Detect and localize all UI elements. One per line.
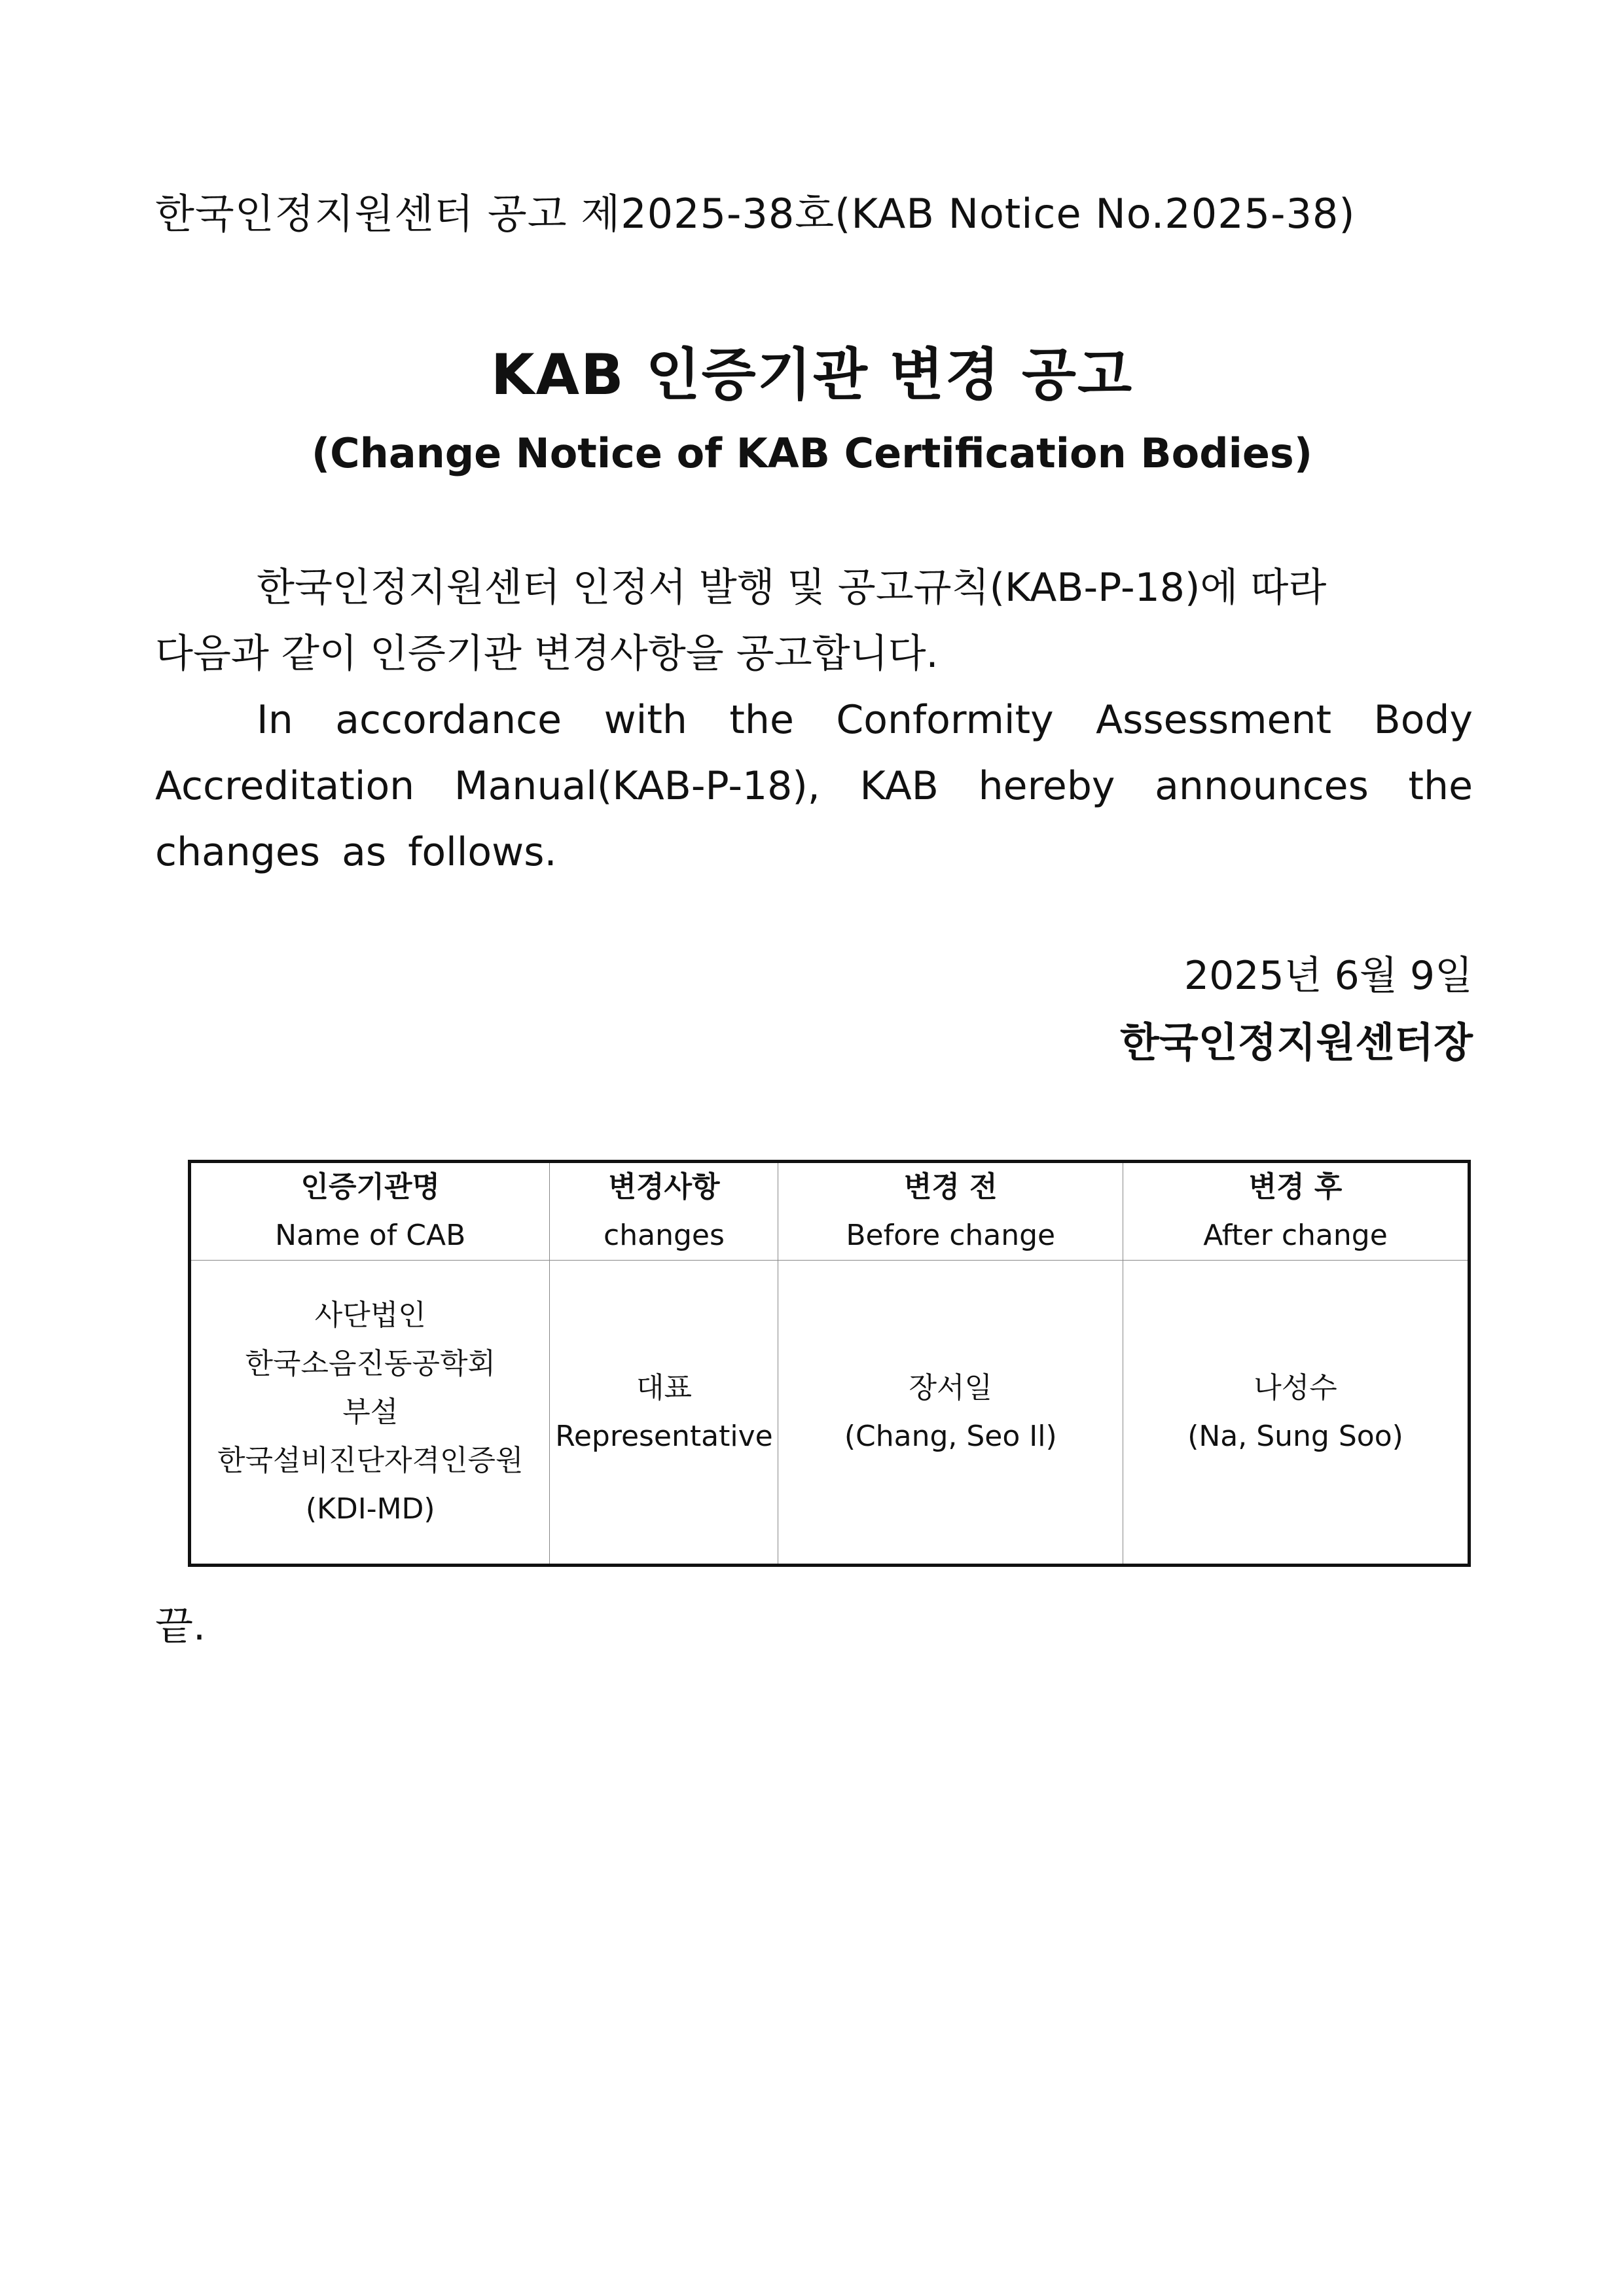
page-subtitle: (Change Notice of KAB Certification Bodies)	[311, 429, 1313, 477]
korean-line-1: 한국인정지원센터 인정서 발행 및 공고규칙(KAB-P-18)에 따라	[257, 565, 1327, 611]
header-changes: 변경사항 changes	[550, 1163, 778, 1261]
cell-before: 장서일 (Chang, Seo Il)	[778, 1261, 1123, 1564]
header-before-change: 변경 전 Before change	[778, 1163, 1123, 1261]
notice-date: 2025년 6월 9일	[1183, 953, 1473, 999]
table-header-row	[191, 1163, 1468, 1261]
cell-change: 대표 Representative	[550, 1261, 778, 1564]
cell-after: 나성수 (Na, Sung Soo)	[1123, 1261, 1468, 1564]
issuer-name: 한국인정지원센터장	[1119, 1018, 1473, 1066]
korean-paragraph	[155, 555, 1473, 687]
table-row	[191, 1261, 1468, 1564]
end-mark: 끝.	[155, 1604, 206, 1649]
notice-number: 한국인정지원센터 공고 제2025-38호(KAB Notice No.2025-38)	[155, 190, 1356, 238]
page-title: KAB 인증기관 변경 공고	[490, 342, 1134, 408]
english-paragraph: In accordance with the Conformity Assessment Body Accreditation Manual(KAB-P-18), KAB hereby announces the changes as follows.	[155, 697, 1473, 875]
notice-body	[155, 555, 1473, 886]
header-cab-name: 인증기관명 Name of CAB	[191, 1163, 550, 1261]
change-table	[188, 1160, 1471, 1567]
korean-line-2: 다음과 같이 인증기관 변경사항을 공고합니다.	[155, 631, 939, 677]
header-after-change: 변경 후 After change	[1123, 1163, 1468, 1261]
cell-cab-name: 사단법인 한국소음진동공학회 부설 한국설비진단자격인증원 (KDI-MD)	[191, 1261, 550, 1564]
